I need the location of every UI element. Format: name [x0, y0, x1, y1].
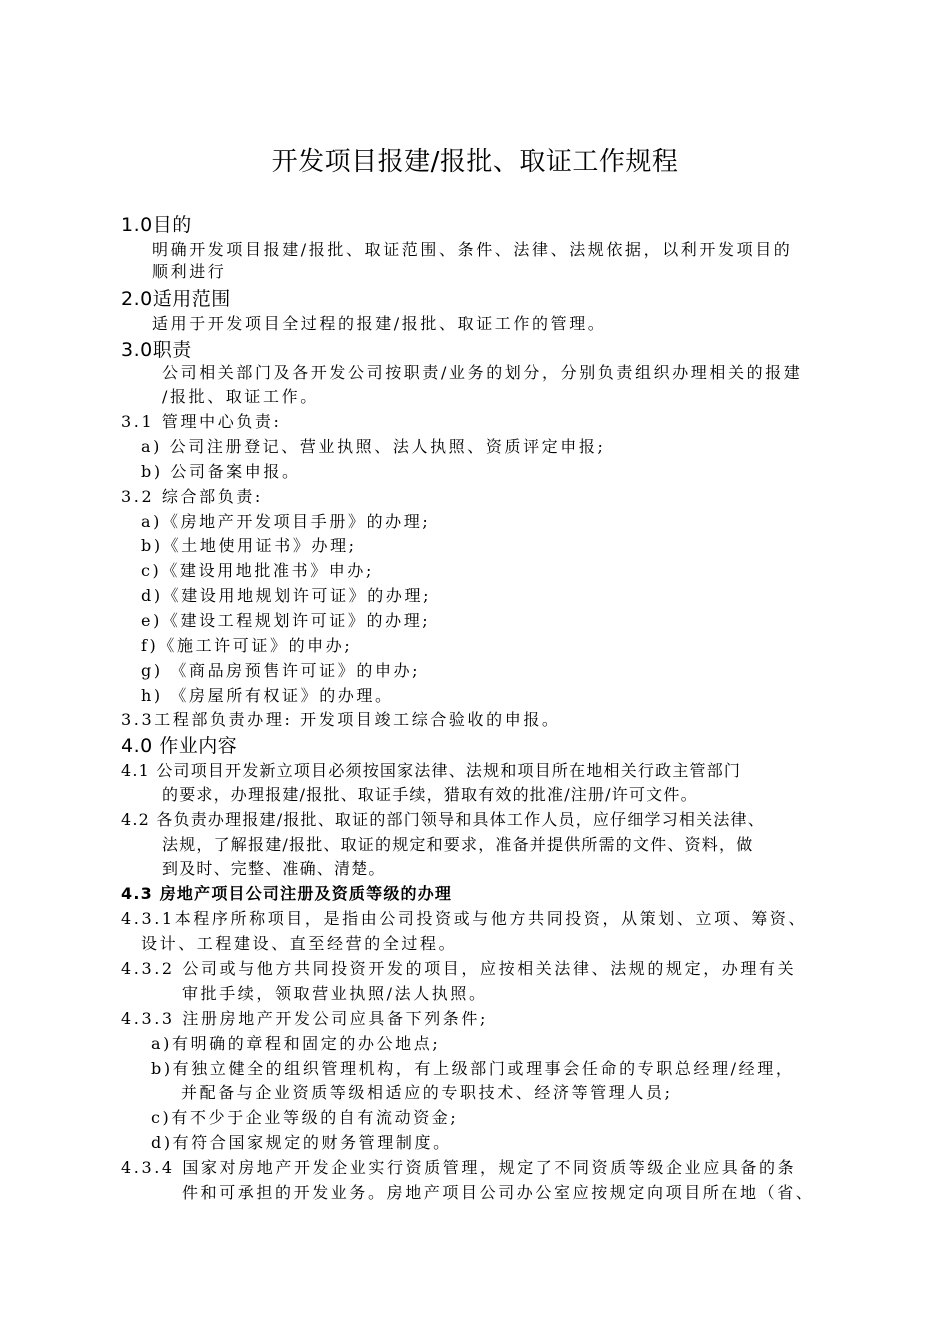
list-item: e)《建设工程规划许可证》的办理; [141, 611, 431, 630]
section-heading-responsibility: 3.0职责 [121, 339, 192, 361]
list-item: d)有符合国家规定的财务管理制度。 [151, 1133, 452, 1152]
list-item: a)《房地产开发项目手册》的办理; [141, 512, 431, 531]
list-item: b) 公司备案申报。 [141, 462, 301, 481]
list-item: b)有独立健全的组织管理机构，有上级部门或理事会任命的专职总经理/经理， [151, 1059, 795, 1078]
section-heading-scope: 2.0适用范围 [121, 288, 231, 310]
list-item: a)有明确的章程和固定的办公地点; [151, 1034, 441, 1053]
section-heading-work-content: 4.0 作业内容 [121, 735, 238, 757]
paragraph-line: 公司相关部门及各开发公司按职责/业务的划分，分别负责组织办理相关的报建 [162, 363, 803, 382]
paragraph-line: 4.2 各负责办理报建/报批、取证的部门领导和具体工作人员，应仔细学习相关法律、 [121, 810, 765, 829]
list-item: h) 《房屋所有权证》的办理。 [141, 686, 394, 705]
paragraph-line: 适用于开发项目全过程的报建/报批、取证工作的管理。 [152, 314, 607, 333]
list-item: f)《施工许可证》的申办; [141, 636, 353, 655]
subsection-heading: 3.1 管理中心负责: [121, 412, 282, 431]
subsection-heading: 3.3工程部负责办理: 开发项目竣工综合验收的申报。 [121, 710, 561, 729]
list-item: c)有不少于企业等级的自有流动资金; [151, 1108, 459, 1127]
subsection-heading-bold: 4.3 房地产项目公司注册及资质等级的办理 [121, 884, 453, 903]
document-title: 开发项目报建/报批、取证工作规程 [271, 147, 679, 177]
paragraph-line: 4.3.4 国家对房地产开发企业实行资质管理，规定了不同资质等级企业应具备的条 [121, 1158, 797, 1177]
paragraph-line: 法规，了解报建/报批、取证的规定和要求，准备并提供所需的文件、资料，做 [162, 835, 754, 854]
list-item: c)《建设用地批准书》申办; [141, 561, 374, 580]
list-item: a) 公司注册登记、营业执照、法人执照、资质评定申报; [141, 437, 606, 456]
paragraph-line: 设计、工程建设、直至经营的全过程。 [141, 934, 458, 953]
paragraph-line: 到及时、完整、准确、清楚。 [162, 859, 386, 878]
paragraph-line: 4.3.3 注册房地产开发公司应具备下列条件; [121, 1009, 488, 1028]
list-item: b)《土地使用证书》办理; [141, 536, 357, 555]
paragraph-line: 4.1 公司项目开发新立项目必须按国家法律、法规和项目所在地相关行政主管部门 [121, 761, 742, 780]
paragraph-line: 4.3.1本程序所称项目，是指由公司投资或与他方共同投资，从策划、立项、筹资、 [121, 909, 808, 928]
paragraph-line: /报批、取证工作。 [162, 387, 319, 406]
list-item: 并配备与企业资质等级相适应的专职技术、经济等管理人员; [181, 1083, 673, 1102]
paragraph-line: 审批手续，领取营业执照/法人执照。 [182, 984, 488, 1003]
paragraph-line: 明确开发项目报建/报批、取证范围、条件、法律、法规依据，以利开发项目的 [152, 240, 793, 259]
list-item: d)《建设用地规划许可证》的办理; [141, 586, 432, 605]
paragraph-line: 顺利进行 [152, 262, 227, 281]
subsection-heading: 3.2 综合部负责: [121, 487, 263, 506]
paragraph-line: 的要求，办理报建/报批、取证手续，猎取有效的批准/注册/许可文件。 [162, 785, 698, 804]
paragraph-line: 件和可承担的开发业务。房地产项目公司办公室应按规定向项目所在地（省、 [182, 1183, 815, 1202]
paragraph-line: 4.3.2 公司或与他方共同投资开发的项目，应按相关法律、法规的规定，办理有关 [121, 959, 797, 978]
list-item: g) 《商品房预售许可证》的申办; [141, 661, 421, 680]
section-heading-purpose: 1.0目的 [121, 214, 192, 236]
